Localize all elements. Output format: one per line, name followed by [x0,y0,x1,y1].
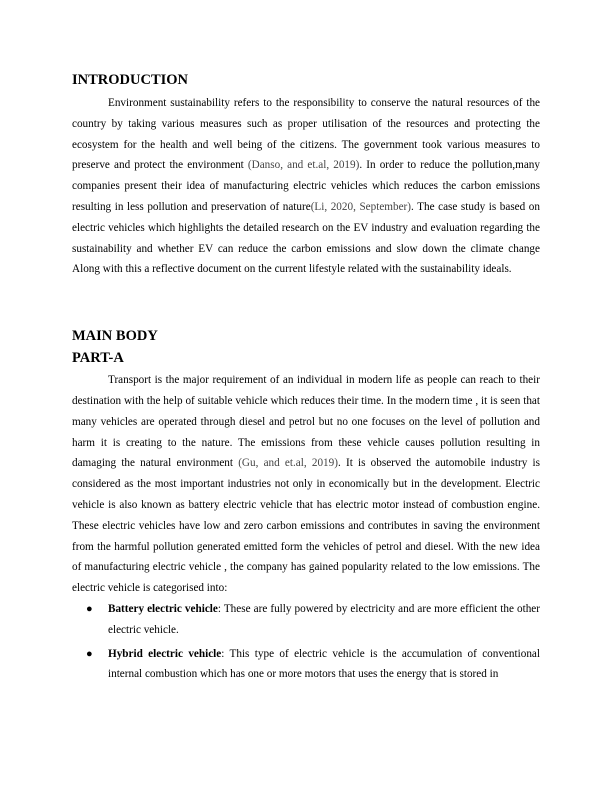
list-item-term: Hybrid electric vehicle [108,647,222,660]
list-item-term: Battery electric vehicle [108,602,218,615]
part-a-text-2: . It is observed the automobile industry is considered as the most important industries not only in economically but in the development. Electric vehicle is also known as battery electric vehicle that has electric motor instead of combustion engine. These electric vehicles have low and zero carbon emissions and contributes in saving the environment from the harmful pollution generated emitted form the vehicles of petrol and diesel. With the new idea of manufacturing electric vehicle , the company has gained popularity related to the low emissions. The electric vehicle is categorised into: [72,457,540,595]
bullet-icon: ● [86,647,93,660]
introduction-paragraph [72,93,540,280]
part-a-citation-1: (Gu, and et.al, 2019) [238,457,338,470]
list-item [72,599,540,641]
main-body-heading: MAIN BODY [72,328,158,345]
intro-citation-1: (Danso, and et.al, 2019) [247,159,360,172]
part-a-heading: PART-A [72,350,124,367]
document-page [72,70,540,688]
list-item-text: : These are fully powered by electricity and are more efficient the other electric vehicle. [108,602,540,636]
bullet-icon: ● [86,602,93,615]
introduction-heading: INTRODUCTION [72,72,189,88]
intro-citation-2: (Li, 2020, September) [310,200,412,213]
part-a-text-1: Transport is the major requirement of an individual in modern life as people can reach to their destination with the help of suitable vehicle which reduces their time. In the modern time , it is seen that many vehicles are operated through diesel and petrol but no one focuses on the level of pollution and harm it is creating to the nature. The emissions from these vehicle causes pollution resulting in damaging the natural environment [72,374,540,470]
intro-text-2: . In order to reduce the pollution,many companies present their idea of manufacturing electric vehicles which reduces the carbon emissions resulting in less pollution and preservation of nature [72,159,540,213]
intro-text-3: . The case study is based on electric vehicles which highlights the detailed research on the EV industry and evaluation regarding the sustainability and whether EV can reduce the carbon emissions and slow down the climate change Along with this a reflective document on the current lifestyle related with the sustainability ideals. [72,200,540,276]
intro-text-1: Environment sustainability refers to the responsibility to conserve the natural resources of the country by taking various measures such as proper utilisation of the resources and protecting the ecosystem for the health and well being of the citizens. The government took various measures to preserve and protect the environment [72,97,540,172]
list-item-text: : This type of electric vehicle is the accumulation of conventional internal combustion which has one or more motors that uses the energy that is stored in [108,647,540,681]
list-item [72,644,540,686]
part-a-paragraph [72,370,540,599]
ev-category-list [72,599,540,685]
